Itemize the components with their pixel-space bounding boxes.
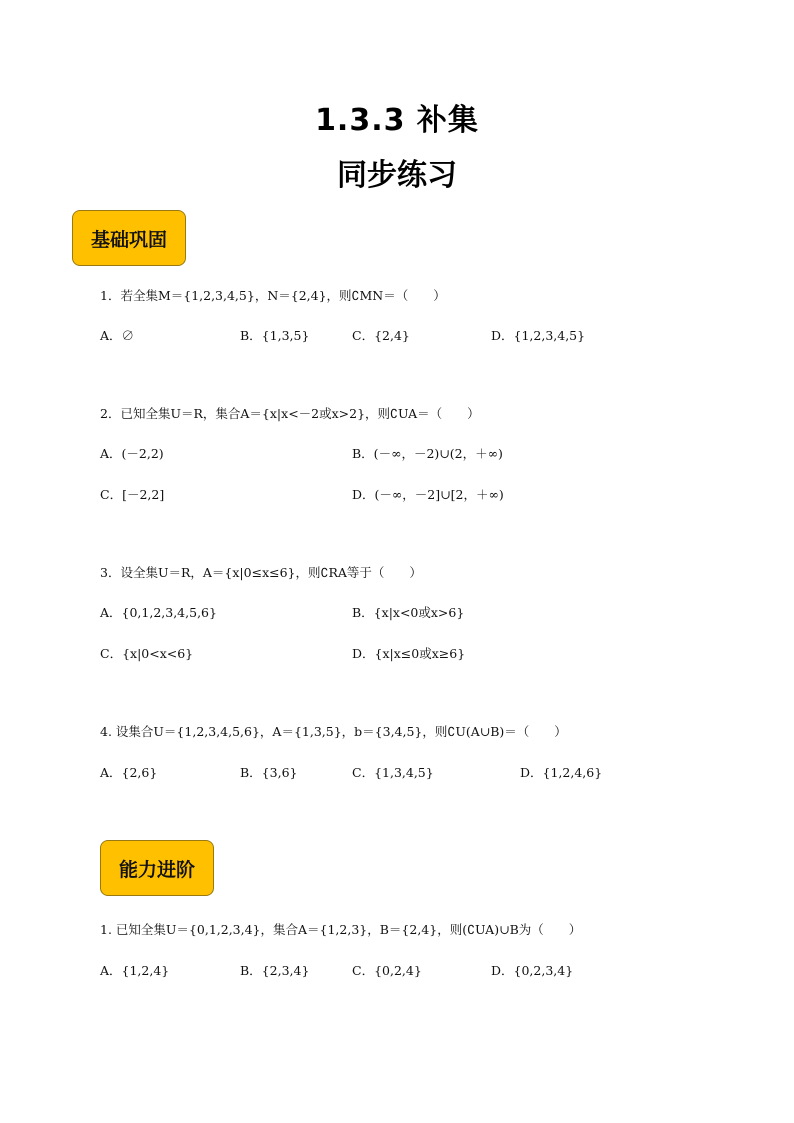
question-2-option-c: C．[－2,2] (100, 487, 165, 502)
question-2-stem: 2．已知全集U＝R，集合A＝{x|x<－2或x>2}，则∁UA＝（ ） (100, 406, 480, 421)
question-3-option-c: C．{x|0<x<6} (100, 646, 194, 661)
question-1-option-d: D．{1,2,3,4,5} (491, 328, 586, 343)
question-1-stem: 1．若全集M＝{1,2,3,4,5}，N＝{2,4}，则∁MN＝（ ） (100, 288, 446, 303)
question-3-option-d: D．{x|x≤0或x≥6} (352, 646, 466, 661)
question-2-option-a: A．(－2,2) (100, 446, 164, 461)
advanced-question-1-option-b: B．{2,3,4} (240, 963, 310, 978)
question-4-option-d: D．{1,2,4,6} (520, 765, 603, 780)
advanced-question-1-option-c: C．{0,2,4} (352, 963, 422, 978)
page-title: 1.3.3 补集 (315, 103, 479, 138)
question-1-option-c: C．{2,4} (352, 328, 410, 343)
page-subtitle: 同步练习 (337, 158, 457, 193)
question-4-option-c: C．{1,3,4,5} (352, 765, 434, 780)
question-3-option-a: A．{0,1,2,3,4,5,6} (100, 605, 217, 620)
question-1-option-a: A．∅ (100, 328, 135, 343)
question-3-stem: 3．设全集U＝R，A＝{x|0≤x≤6}，则∁RA等于（ ） (100, 565, 422, 580)
question-4-stem: 4. 设集合U＝{1,2,3,4,5,6}，A＝{1,3,5}，b＝{3,4,5}，则∁U(A∪B)＝（ ） (100, 724, 567, 739)
section-badge-basic: 基础巩固 (72, 210, 186, 266)
question-4-option-b: B．{3,6} (240, 765, 298, 780)
advanced-question-1-option-d: D．{0,2,3,4} (491, 963, 574, 978)
advanced-question-1-option-a: A．{1,2,4} (100, 963, 170, 978)
question-4-option-a: A．{2,6} (100, 765, 158, 780)
question-1-option-b: B．{1,3,5} (240, 328, 310, 343)
question-3-option-b: B．{x|x<0或x>6} (352, 605, 465, 620)
question-2-option-b: B．(－∞，－2)∪(2，＋∞) (352, 446, 503, 461)
section-badge-advanced: 能力进阶 (100, 840, 214, 896)
question-2-option-d: D．(－∞，－2]∪[2，＋∞) (352, 487, 504, 502)
advanced-question-1-stem: 1. 已知全集U＝{0,1,2,3,4}，集合A＝{1,2,3}，B＝{2,4}，则(∁UA)∪B为（ ） (100, 922, 582, 937)
